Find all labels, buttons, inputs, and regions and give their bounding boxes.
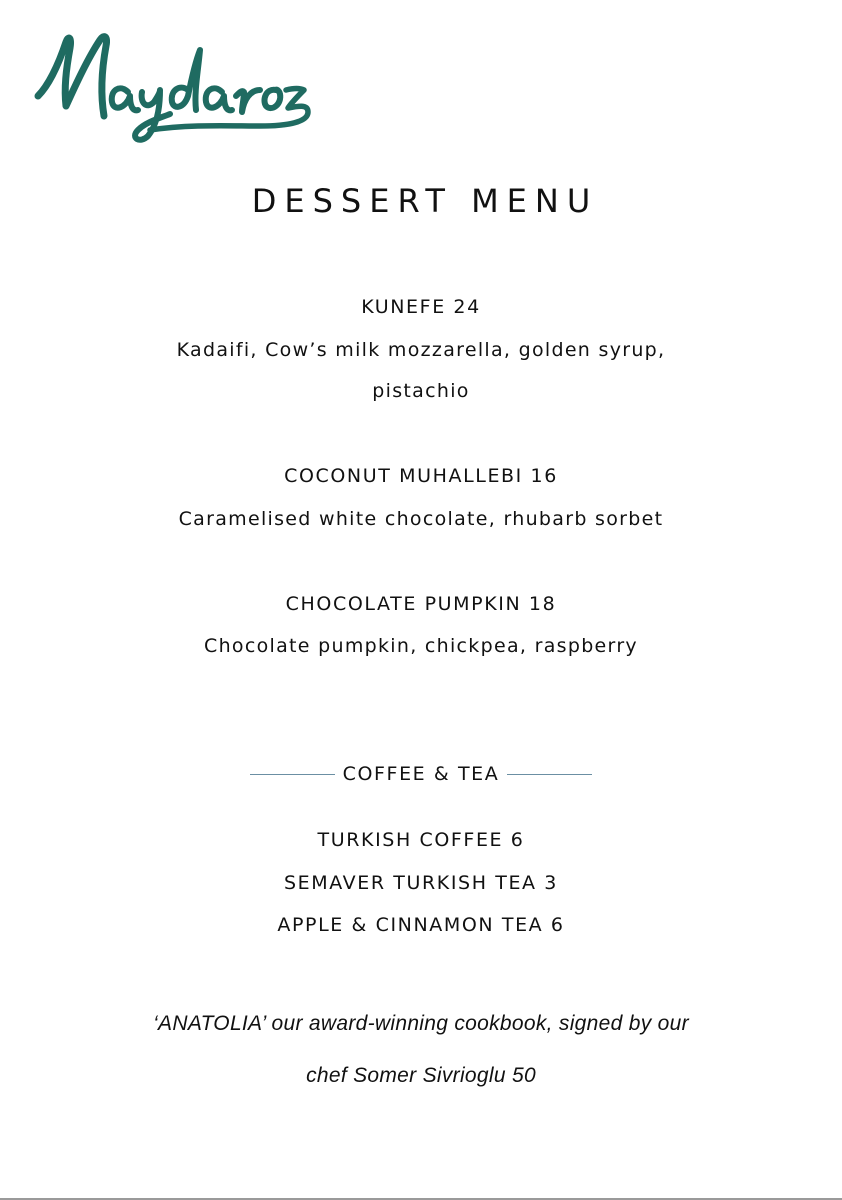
divider-right — [507, 774, 592, 775]
divider-left — [250, 774, 335, 775]
drink-item: TURKISH COFFEE 6 — [317, 829, 525, 851]
dessert-item-name: CHOCOLATE PUMPKIN 18 — [285, 593, 557, 615]
dessert-item-description: pistachio — [372, 380, 470, 402]
drink-item: APPLE & CINNAMON TEA 6 — [277, 914, 565, 936]
dessert-item-description: Kadaifi, Cow’s milk mozzarella, golden syrup, — [176, 339, 666, 361]
coffee-tea-heading: COFFEE & TEA — [342, 763, 500, 785]
maydanoz-logo — [30, 26, 315, 148]
dessert-item-description: Chocolate pumpkin, chickpea, raspberry — [204, 635, 638, 657]
dessert-item-name: COCONUT MUHALLEBI 16 — [284, 465, 558, 487]
cookbook-note-line: chef Somer Sivrioglu 50 — [306, 1064, 536, 1087]
drink-item: SEMAVER TURKISH TEA 3 — [284, 872, 558, 894]
page-title: DESSERT MENU — [251, 182, 599, 220]
cookbook-note-line: ‘ANATOLIA’ our award-winning cookbook, signed by our — [153, 1012, 689, 1035]
dessert-item-name: KUNEFE 24 — [361, 296, 481, 318]
coffee-tea-section-header — [0, 760, 842, 788]
dessert-item-description: Caramelised white chocolate, rhubarb sorbet — [178, 508, 664, 530]
